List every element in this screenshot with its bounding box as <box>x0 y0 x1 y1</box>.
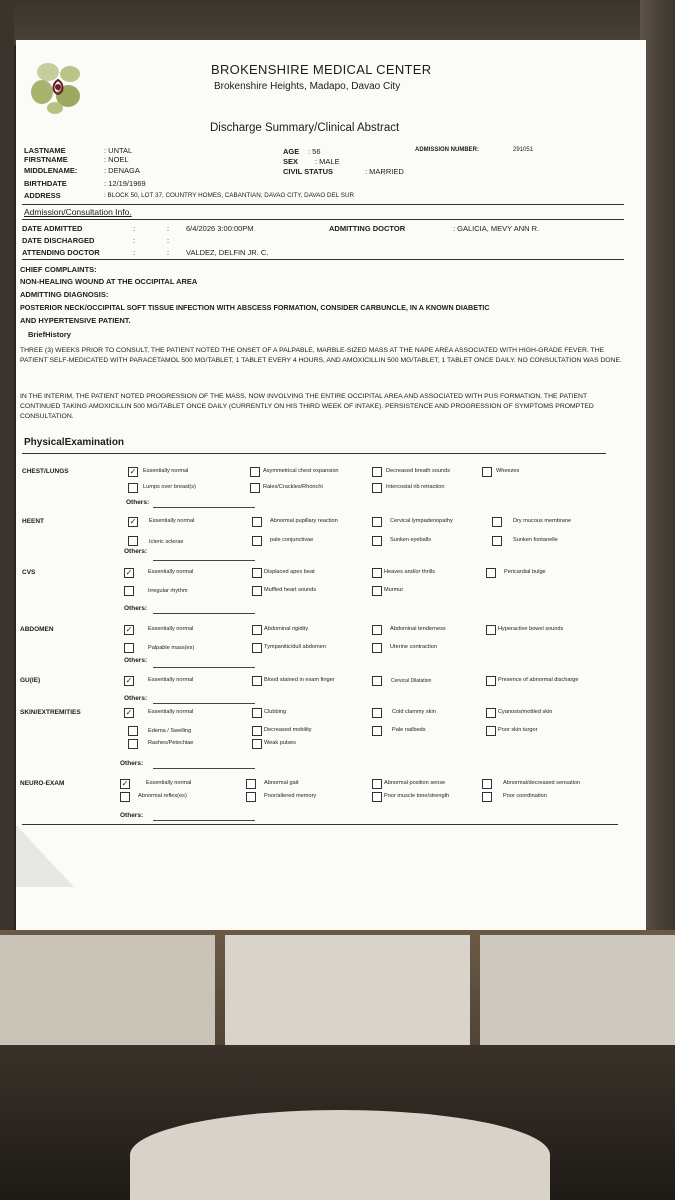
heent-option: Icteric sclerae <box>149 539 184 545</box>
gu-option: Presence of abnormal discharge <box>498 677 579 683</box>
hospital-name: BROKENSHIRE MEDICAL CENTER <box>211 62 432 77</box>
neuro-option: Abnormal reflex(es) <box>138 793 187 799</box>
chest-option: Essentially normal <box>143 468 189 474</box>
abdomen-normal-checkbox[interactable]: ✓ <box>125 625 133 634</box>
abdomen-mass-checkbox[interactable] <box>124 643 134 653</box>
chest-option: Intercostal rib retraction <box>386 484 445 490</box>
heent-normal-checkbox[interactable]: ✓ <box>129 517 137 526</box>
heent-sunken-eyeballs-checkbox[interactable] <box>372 536 382 546</box>
heent-option: Sunken fontanelle <box>513 537 558 543</box>
skin-rashes-checkbox[interactable] <box>128 739 138 749</box>
cvs-label: CVS <box>22 569 36 576</box>
divider <box>22 824 618 825</box>
chest-option: Lumps over breast(s) <box>143 484 196 490</box>
divider <box>22 259 624 260</box>
abdomen-rigidity-checkbox[interactable] <box>252 625 262 635</box>
middlename-label: MIDDLENAME: <box>24 166 78 175</box>
heent-option: Essentially normal <box>149 518 195 524</box>
chest-breath-checkbox[interactable] <box>372 467 382 477</box>
colon: : <box>133 236 136 245</box>
chest-option: Decreased breath sounds <box>386 468 451 474</box>
skin-pulses-checkbox[interactable] <box>252 739 262 749</box>
chief-complaints-label: CHIEF COMPLAINTS: <box>20 265 97 274</box>
chest-lungs-label: CHEST/LUNGS <box>22 468 69 475</box>
admitting-diagnosis-line-2: AND HYPERTENSIVE PATIENT. <box>20 316 131 325</box>
colon: : <box>167 236 170 245</box>
others-label: Others: <box>124 548 148 555</box>
skin-option: Pale nailbeds <box>392 727 426 733</box>
chest-option: Asymmetrical chest expansion <box>263 468 339 474</box>
colon: : <box>133 248 136 257</box>
neuro-reflex-checkbox[interactable] <box>120 792 130 802</box>
neuro-sensation-checkbox[interactable] <box>482 779 492 789</box>
address-label: ADDRESS <box>24 191 61 200</box>
divider <box>22 204 624 205</box>
gu-option: Essentially normal <box>148 677 194 683</box>
sex-label: SEX <box>283 157 299 166</box>
neuro-option: Poor coordination <box>503 793 547 799</box>
gu-cervical-checkbox[interactable] <box>372 676 382 686</box>
abdomen-uterine-checkbox[interactable] <box>372 643 382 653</box>
abdomen-label: ABDOMEN <box>20 626 54 633</box>
others-line[interactable] <box>153 507 255 508</box>
date-admitted-label: DATE ADMITTED <box>22 224 83 233</box>
abdomen-bowel-checkbox[interactable] <box>486 625 496 635</box>
hospital-address: Brokenshire Heights, Madapo, Davao City <box>214 81 401 92</box>
physical-exam-title: PhysicalExamination <box>24 437 125 448</box>
heent-option: pale conjunctivae <box>270 537 314 543</box>
abdomen-option: Uterine contraction <box>390 644 437 650</box>
document-page <box>16 40 646 930</box>
floor-tile <box>0 935 215 1045</box>
admitting-diagnosis-line-1: POSTERIOR NECK/OCCIPITAL SOFT TISSUE INFECTION WITH ABSCESS FORMATION, CONSIDER CARBUNCLE, IN A KNOWN DIABETIC <box>20 303 490 312</box>
middlename-value: : DENAGA <box>104 166 140 175</box>
abdomen-tenderness-checkbox[interactable] <box>372 625 382 635</box>
skin-option: Weak pulses <box>264 740 296 746</box>
neuro-exam-label: NEURO-EXAM <box>20 780 65 787</box>
heent-icteric-checkbox[interactable] <box>128 536 138 546</box>
skin-pale-nailbeds-checkbox[interactable] <box>372 726 382 736</box>
heent-label: HEENT <box>22 518 45 525</box>
cvs-option: Muffled heart sounds <box>264 587 317 593</box>
date-discharged-label: DATE DISCHARGED <box>22 236 95 245</box>
abdomen-option: Abdominal tenderness <box>390 626 446 632</box>
skin-option: Cold clammy skin <box>392 709 436 715</box>
brief-history-label: BriefHistory <box>28 330 71 339</box>
heent-option: Dry mucous membrane <box>513 518 572 524</box>
neuro-option: Essentially normal <box>146 780 192 786</box>
colon: : <box>133 224 136 233</box>
background-left <box>0 0 14 940</box>
gu-normal-checkbox[interactable]: ✓ <box>125 676 133 685</box>
date-admitted-value: 6/4/2026 3:00:00PM <box>186 224 254 233</box>
skin-edema-checkbox[interactable] <box>128 726 138 736</box>
neuro-option: Poor/altered memory <box>264 793 317 799</box>
lastname-label: LASTNAME <box>24 146 66 155</box>
others-label: Others: <box>124 605 148 612</box>
others-label: Others: <box>126 499 150 506</box>
cvs-pericardial-checkbox[interactable] <box>486 568 496 578</box>
others-line[interactable] <box>153 560 255 561</box>
cvs-murmur-checkbox[interactable] <box>372 586 382 596</box>
abdomen-option: Essentially normal <box>148 626 194 632</box>
others-label: Others: <box>120 760 144 767</box>
cvs-muffled-checkbox[interactable] <box>252 586 262 596</box>
chest-wheezes-checkbox[interactable] <box>482 467 492 477</box>
heent-pupillary-checkbox[interactable] <box>252 517 262 527</box>
colon: : <box>167 224 170 233</box>
chest-option: Rales/Crackles/Rhonchi <box>263 484 323 490</box>
neuro-option: Poor muscle tone/strength <box>384 793 450 799</box>
address-value: : BLOCK 50, LOT 37, COUNTRY HOMES, CABANTIAN, DAVAO CITY, DAVAO DEL SUR <box>104 192 355 199</box>
neuro-position-checkbox[interactable] <box>372 779 382 789</box>
neuro-option: Abnormal position sense <box>384 780 446 786</box>
divider <box>22 219 624 220</box>
abdomen-option: Tympanitic/dull abdomen <box>264 644 326 650</box>
neuro-normal-checkbox[interactable]: ✓ <box>121 779 129 788</box>
skin-extremities-label: SKIN/EXTREMITIES <box>20 709 81 716</box>
birthdate-label: BIRTHDATE <box>24 179 67 188</box>
chest-normal-checkbox[interactable]: ✓ <box>129 467 137 476</box>
colon: : <box>167 248 170 257</box>
skin-option: Rashes/Petechiae <box>148 740 194 746</box>
gu-discharge-checkbox[interactable] <box>486 676 496 686</box>
chest-option: Wheezes <box>496 468 520 474</box>
cvs-option: Irregular rhythm <box>148 588 188 594</box>
skin-clubbing-checkbox[interactable] <box>252 708 262 718</box>
cvs-option: Murmur <box>384 587 404 593</box>
floor-tile <box>480 935 675 1045</box>
divider <box>22 453 606 454</box>
cvs-option: Essentially normal <box>148 569 194 575</box>
cvs-irregular-checkbox[interactable] <box>124 586 134 596</box>
sex-value: : MALE <box>315 157 340 166</box>
skin-cold-checkbox[interactable] <box>372 708 382 718</box>
age-label: AGE <box>283 147 300 156</box>
birthdate-value: : 12/19/1969 <box>104 179 146 188</box>
skin-turgor-checkbox[interactable] <box>486 726 496 736</box>
heent-option: Cervical lympadenopathy <box>390 518 453 524</box>
admitting-diagnosis-label: ADMITTING DIAGNOSIS: <box>20 290 109 299</box>
heent-cervical-checkbox[interactable] <box>372 517 382 527</box>
cvs-option: Pericardial bulge <box>504 569 546 575</box>
others-label: Others: <box>124 695 148 702</box>
abdomen-tympanitic-checkbox[interactable] <box>252 643 262 653</box>
cvs-normal-checkbox[interactable]: ✓ <box>125 568 133 577</box>
chest-lumps-checkbox[interactable] <box>128 483 138 493</box>
document-title: Discharge Summary/Clinical Abstract <box>210 122 400 134</box>
neuro-memory-checkbox[interactable] <box>246 792 256 802</box>
gu-option: Blood stained in exam finger <box>264 677 335 683</box>
attending-doctor-value: VALDEZ, DELFIN JR. C. <box>186 248 269 257</box>
chest-rales-checkbox[interactable] <box>250 483 260 493</box>
brief-history-paragraph-1: THREE (3) WEEKS PRIOR TO CONSULT, THE PATIENT NOTED THE ONSET OF A PALPABLE, MARBLE-SIZED MASS AT THE NAPE AREA ASSOCIATED WITH HIGH-GRADE FEVER. THE PATIENT SELF-MEDICATED WITH PARACETAMOL 500 MG/TABLET, 1 TABLET EVERY 4 HOURS, AND AMOXICILLIN 500 MG/TABLET, 1 TABLET ONCE DAILY. NO CONSULTATION WAS DONE. <box>20 347 622 364</box>
page-fold <box>16 825 74 887</box>
age-value: : 56 <box>308 147 321 156</box>
others-label: Others: <box>124 657 148 664</box>
cvs-option: Heaves and/or thrills <box>384 569 435 575</box>
others-line[interactable] <box>153 703 255 704</box>
skin-option: Essentially normal <box>148 709 194 715</box>
gu-label: GU(IE) <box>20 677 41 684</box>
neuro-tone-checkbox[interactable] <box>372 792 382 802</box>
cvs-option: Displaced apex beat <box>264 569 315 575</box>
chest-intercostal-checkbox[interactable] <box>372 483 382 493</box>
skin-mobility-checkbox[interactable] <box>252 726 262 736</box>
skin-option: Poor skin turgor <box>498 727 538 733</box>
heent-fontanelle-checkbox[interactable] <box>492 536 502 546</box>
abdomen-option: Palpable mass(es) <box>148 645 195 651</box>
admitting-doctor-value: : GALICIA, MEVY ANN R. <box>453 224 540 233</box>
heent-option: Sunken eyeballs <box>390 537 432 543</box>
gu-option: Cervical Dilatation <box>391 678 432 684</box>
gu-blood-checkbox[interactable] <box>252 676 262 686</box>
brief-history-paragraph-2: IN THE INTERIM, THE PATIENT NOTED PROGRESSION OF THE MASS, NOW INVOLVING THE ENTIRE OCCIPITAL AREA AND ASSOCIATED WITH PUS FORMATION. THE PATIENT CONTINUED TAKING AMOXICILLIN 500 MG/TABLET ONCE DAILY (CURRENTLY ON HIS THIRD WEEK OF INTAKE). PERSISTENCE AND PROGRESSION OF SYMPTOMS PROMPTED CONSULTATION. <box>20 393 594 420</box>
chest-asymmetrical-checkbox[interactable] <box>250 467 260 477</box>
admission-section-label: Admission/Consultation Info. <box>24 207 132 217</box>
skin-option: Cyanosis/mottled skin <box>498 709 553 715</box>
heent-pale-checkbox[interactable] <box>252 536 262 546</box>
admission-number-label: ADMISSION NUMBER: <box>415 147 479 153</box>
others-line[interactable] <box>153 768 255 769</box>
hospital-logo <box>28 58 88 116</box>
firstname-value: : NOEL <box>104 155 129 164</box>
neuro-option: Abnormal/decreased sensation <box>503 780 581 786</box>
cloth <box>130 1110 550 1200</box>
firstname-label: FIRSTNAME <box>24 155 68 164</box>
skin-normal-checkbox[interactable]: ✓ <box>125 708 133 717</box>
skin-cyanosis-checkbox[interactable] <box>486 708 496 718</box>
skin-option: Clubbing <box>264 709 287 715</box>
cvs-heaves-checkbox[interactable] <box>372 568 382 578</box>
cvs-apex-checkbox[interactable] <box>252 568 262 578</box>
admission-number-value: 291051 <box>513 147 534 153</box>
others-line[interactable] <box>153 667 255 668</box>
others-label: Others: <box>120 812 144 819</box>
floor-tile <box>225 935 470 1045</box>
skin-option: Edema / Swelling <box>148 728 192 734</box>
civil-status-value: : MARRIED <box>365 167 404 176</box>
heent-dry-checkbox[interactable] <box>492 517 502 527</box>
heent-option: Abnormal pupillary reaction <box>270 518 338 524</box>
background-top <box>0 0 675 45</box>
civil-status-label: CIVIL STATUS <box>283 167 334 176</box>
abdomen-option: Abdominal rigidity <box>264 626 309 632</box>
others-line[interactable] <box>153 613 255 614</box>
attending-doctor-label: ATTENDING DOCTOR <box>22 248 100 257</box>
neuro-coordination-checkbox[interactable] <box>482 792 492 802</box>
neuro-gait-checkbox[interactable] <box>246 779 256 789</box>
neuro-option: Abnormal gait <box>264 780 299 786</box>
abdomen-option: Hyperactive bowel sounds <box>498 626 564 632</box>
lastname-value: : UNTAL <box>104 146 133 155</box>
chief-complaints-value: NON-HEALING WOUND AT THE OCCIPITAL AREA <box>20 277 198 286</box>
others-line[interactable] <box>153 820 255 821</box>
admitting-doctor-label: ADMITTING DOCTOR <box>329 224 406 233</box>
skin-option: Decreased mobility <box>264 727 312 733</box>
